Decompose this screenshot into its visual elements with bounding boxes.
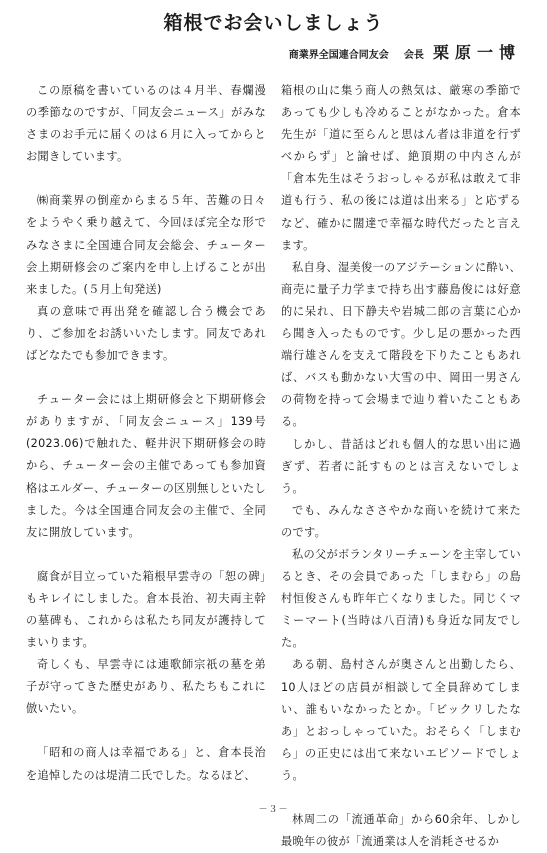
- author-name: 栗原一博: [432, 43, 521, 62]
- author-affiliation: 商業界全国連合同友会: [288, 50, 389, 61]
- paragraph: チューター会には上期研修会と下期研修会がありますが、「同友会ニュース」139号(2023.06)で触れた、軽井沢下期研修会の時から、チューター会の主催であっても参加資格はエルダー、チューターの区別無しといたしました。今は全国連合同友会の主催で、全同友に開放しています。: [26, 393, 267, 539]
- paragraph: この原稿を書いているのは４月半、春爛漫の季節なのですが、「同友会ニュース」がみなさまのお手元に届くのは６月に入ってからとお聞きしています。: [26, 84, 266, 164]
- paragraph: ある朝、島村さんが奥さんと出勤したら、10人ほどの店員が相談して全員辞めてしまい、誰もいなかったとか。「ビックリしたなあ」とおっしゃっていた。おそらく「しまむら」の正史には出て来ないエピソードでしょう。: [281, 658, 521, 782]
- paragraph: ㈱商業界の倒産からまる５年、苦難の日々をようやく乗り越えて、今回ほぼ完全な形でみなさまに全国連合同友会総会、チューター会上期研修会のご案内を申し上げることが出来ました。(５月上旬発送): [26, 194, 266, 296]
- paragraph: 箱根の山に集う商人の熱気は、厳寒の季節であっても少しも冷めることがなかった。倉本先生が「道に至らんと思はん者は非道を行ずべからず」と論せば、絶頂期の中内さんが「倉本先生はそうおっしゃるが私は敢えて非道も行う、私の後には道は出来る」と応ずるなど、確かに闊達で幸福な時代だったと言えます。: [281, 84, 521, 252]
- paragraph: しかし、昔話はどれも個人的な思い出に過ぎず、若者に託すものとは言えないでしょう。: [281, 437, 521, 495]
- page-number: －３－: [258, 805, 289, 815]
- paragraph: 奇しくも、早雲寺には連歌師宗祇の墓を弟子が守ってきた歴史があり、私たちもこれに倣いたい。: [26, 658, 266, 716]
- author-role: 会長: [403, 50, 424, 61]
- paragraph: でも、みんなささやかな商いを続けて来たのです。: [281, 503, 521, 539]
- left-column: [26, 80, 266, 787]
- paragraph: 真の意味で再出発を確認し合う機会であり、ご参加をお誘いいたします。同友であればどなたでも参加できます。: [26, 304, 266, 363]
- paragraph: 林周二の「流通革命」から60余年、しかし最晩年の彼が「流通業は人を消耗させるか: [281, 813, 521, 849]
- paragraph: 私の父がボランタリーチェーンを主宰しているとき、その会員であった「しまむら」の島村恒俊さんも昨年亡くなりました。同じくマミーマート(当時は八百清)も身近な同友でした。: [281, 547, 521, 650]
- right-column: [281, 80, 521, 853]
- author-byline: [289, 40, 521, 63]
- paragraph: 「昭和の商人は幸福である」と、倉本長治を追悼したのは堤清二氏でした。なるほど、: [26, 746, 266, 782]
- article-title: 箱根でお会いしましょう: [163, 12, 384, 34]
- paragraph: 腐食が目立っていた箱根早雲寺の「恕の碑」もキレイにしました。倉本長治、初夫両主幹の墓碑も、これからは私たち同友が護持してまいります。: [26, 569, 266, 650]
- paragraph: 私自身、湿美俊一のアジテーションに酔い、商売に量子力学まで持ち出す藤島俊には好意的に呆れ、日下静夫や岩城二郎の言葉に心から聞き入ったものです。少し足の悪かった西端行雄さんを支えて階段を下りたこともあれば、バスも動かない大雪の中、岡田一男さんの荷物を持って会場まで辿り着いたこともある。: [281, 260, 521, 429]
